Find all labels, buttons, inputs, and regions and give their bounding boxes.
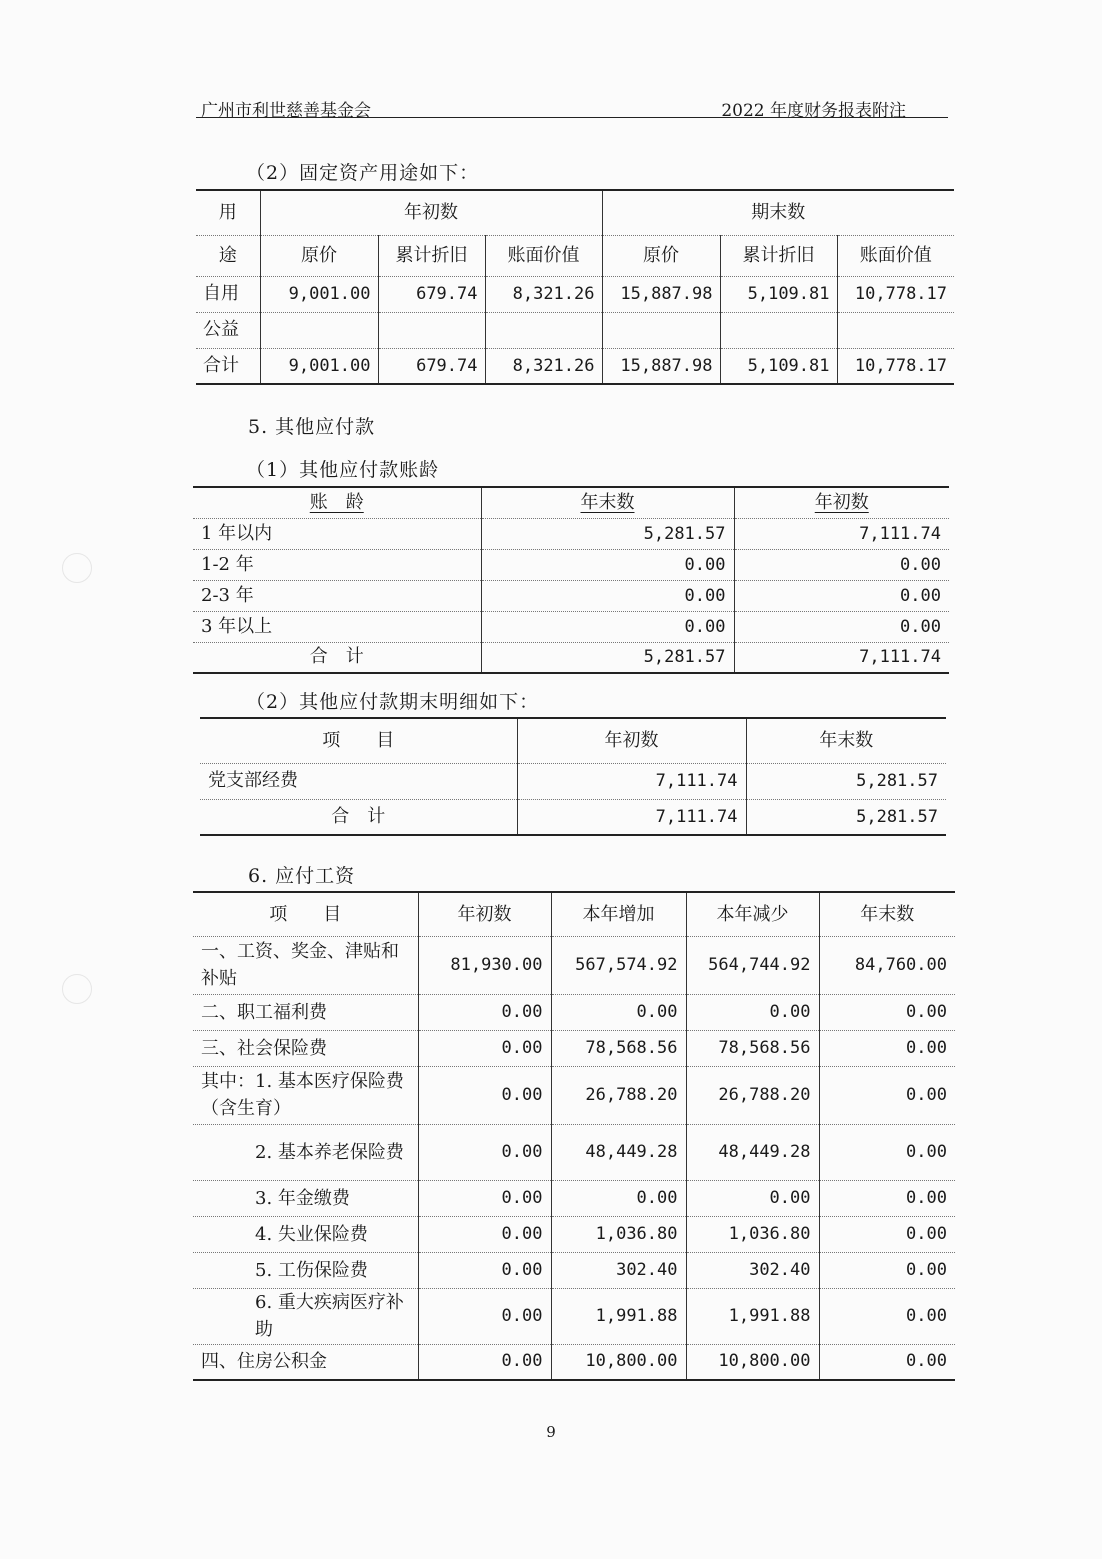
fixed-assets-table	[196, 189, 954, 385]
cell: 567,574.92	[551, 936, 686, 994]
cell: 5,109.81	[720, 276, 837, 312]
cell: 679.74	[378, 348, 485, 384]
cell: 0.00	[418, 1180, 551, 1216]
cell: 0.00	[734, 611, 949, 642]
table-row	[193, 1216, 955, 1252]
aging-table	[193, 486, 949, 674]
cell: 15,887.98	[602, 348, 720, 384]
sub-header: 账面价值	[485, 235, 602, 276]
row-label: 自用	[196, 276, 260, 312]
cell: 0.00	[686, 994, 819, 1030]
cell: 1,991.88	[551, 1288, 686, 1344]
cell: 10,778.17	[837, 276, 954, 312]
row-label: 6. 重大疾病医疗补助	[193, 1288, 418, 1344]
col-header-label: 年末数	[580, 491, 635, 513]
page-number: 9	[546, 1423, 556, 1441]
table-row	[200, 799, 946, 835]
cell: 9,001.00	[260, 276, 378, 312]
cell: 0.00	[551, 994, 686, 1030]
use-header-top: 用	[218, 201, 237, 223]
col-header: 项 目	[322, 729, 395, 751]
col-header: 年末数	[746, 718, 946, 763]
col-header-label: 年初数	[814, 491, 869, 513]
cell: 0.00	[819, 1216, 955, 1252]
header-doc-title: 2022 年度财务报表附注	[721, 101, 906, 121]
table-row	[193, 1124, 955, 1180]
sub-header: 原价	[602, 235, 720, 276]
cell: 7,111.74	[734, 642, 949, 673]
cell: 0.00	[418, 994, 551, 1030]
cell: 48,449.28	[551, 1124, 686, 1180]
header-rule	[196, 117, 948, 118]
cell: 0.00	[819, 1124, 955, 1180]
cell: 78,568.56	[551, 1030, 686, 1066]
cell: 8,321.26	[485, 276, 602, 312]
col-header-label: 账 龄	[309, 491, 364, 513]
table-row	[193, 549, 949, 580]
cell: 0.00	[819, 1288, 955, 1344]
sub-header: 账面价值	[837, 235, 954, 276]
col-header	[193, 487, 481, 518]
table-row	[193, 1180, 955, 1216]
table-row	[200, 763, 946, 799]
row-label: 其中：1. 基本医疗保险费（含生育）	[193, 1066, 418, 1124]
cell	[837, 312, 954, 348]
row-label: 1 年以内	[193, 518, 481, 549]
row-label: 4. 失业保险费	[193, 1216, 418, 1252]
cell: 0.00	[819, 1030, 955, 1066]
cell: 26,788.20	[551, 1066, 686, 1124]
cell: 302.40	[551, 1252, 686, 1288]
table-row	[193, 1252, 955, 1288]
fixed-assets-heading: （2）固定资产用途如下：	[246, 162, 480, 184]
sub-header: 原价	[260, 235, 378, 276]
table-row	[193, 1288, 955, 1344]
cell: 679.74	[378, 276, 485, 312]
sub-header: 累计折旧	[720, 235, 837, 276]
cell: 1,036.80	[551, 1216, 686, 1252]
cell: 84,760.00	[819, 936, 955, 994]
cell	[602, 312, 720, 348]
cell: 0.00	[418, 1030, 551, 1066]
cell: 0.00	[819, 994, 955, 1030]
cell: 5,281.57	[746, 763, 946, 799]
cell: 7,111.74	[734, 518, 949, 549]
cell: 0.00	[734, 580, 949, 611]
cell: 5,281.57	[481, 642, 734, 673]
cell: 0.00	[819, 1344, 955, 1380]
row-label: 四、住房公积金	[193, 1344, 418, 1380]
cell: 1,036.80	[686, 1216, 819, 1252]
cell: 5,281.57	[746, 799, 946, 835]
row-label: 3 年以上	[193, 611, 481, 642]
cell: 26,788.20	[686, 1066, 819, 1124]
table-row	[196, 312, 954, 348]
table-row	[196, 348, 954, 384]
table-row	[193, 1066, 955, 1124]
cell: 564,744.92	[686, 936, 819, 994]
row-label: 党支部经费	[200, 763, 517, 799]
cell: 10,778.17	[837, 348, 954, 384]
cell: 0.00	[418, 1216, 551, 1252]
cell: 78,568.56	[686, 1030, 819, 1066]
cell: 1,991.88	[686, 1288, 819, 1344]
cell: 0.00	[418, 1252, 551, 1288]
cell: 81,930.00	[418, 936, 551, 994]
group-header-end: 期末数	[602, 190, 954, 235]
cell: 7,111.74	[517, 763, 746, 799]
group-header-begin: 年初数	[260, 190, 602, 235]
table-row	[193, 518, 949, 549]
row-label: 合 计	[200, 799, 517, 835]
cell: 0.00	[551, 1180, 686, 1216]
cell: 0.00	[481, 580, 734, 611]
table-row	[193, 1030, 955, 1066]
cell: 0.00	[418, 1066, 551, 1124]
col-header: 年末数	[819, 892, 955, 936]
cell: 9,001.00	[260, 348, 378, 384]
cell: 0.00	[686, 1180, 819, 1216]
payroll-heading: 6. 应付工资	[248, 865, 356, 887]
use-header-bottom: 途	[196, 235, 260, 276]
cell: 0.00	[734, 549, 949, 580]
cell: 48,449.28	[686, 1124, 819, 1180]
other-payables-heading: 5. 其他应付款	[248, 416, 376, 438]
cell: 0.00	[819, 1066, 955, 1124]
cell: 0.00	[819, 1252, 955, 1288]
cell: 0.00	[418, 1124, 551, 1180]
cell: 10,800.00	[551, 1344, 686, 1380]
col-header	[734, 487, 949, 518]
table-row	[193, 936, 955, 994]
col-header: 本年增加	[551, 892, 686, 936]
row-label: 合 计	[193, 642, 481, 673]
cell	[485, 312, 602, 348]
cell: 5,109.81	[720, 348, 837, 384]
cell: 5,281.57	[481, 518, 734, 549]
cell: 0.00	[481, 549, 734, 580]
payables-detail-table	[200, 717, 946, 836]
row-label: 二、职工福利费	[193, 994, 418, 1030]
cell: 8,321.26	[485, 348, 602, 384]
col-header: 年初数	[418, 892, 551, 936]
header-org: 广州市利世慈善基金会	[201, 101, 371, 121]
row-label: 5. 工伤保险费	[193, 1252, 418, 1288]
table-row	[193, 1344, 955, 1380]
sub-header: 累计折旧	[378, 235, 485, 276]
table-row	[193, 580, 949, 611]
row-label: 一、工资、奖金、津贴和补贴	[193, 936, 418, 994]
cell: 0.00	[481, 611, 734, 642]
col-header	[481, 487, 734, 518]
table-row	[193, 642, 949, 673]
row-label: 2-3 年	[193, 580, 481, 611]
cell: 302.40	[686, 1252, 819, 1288]
row-label: 2. 基本养老保险费	[193, 1124, 418, 1180]
row-label: 三、社会保险费	[193, 1030, 418, 1066]
col-header: 年初数	[517, 718, 746, 763]
binding-hole-top	[62, 553, 92, 583]
row-label: 公益	[196, 312, 260, 348]
payables-detail-heading: （2）其他应付款期末明细如下：	[246, 691, 540, 713]
row-label: 1-2 年	[193, 549, 481, 580]
cell: 0.00	[819, 1180, 955, 1216]
cell: 0.00	[418, 1344, 551, 1380]
col-header: 本年减少	[686, 892, 819, 936]
payroll-table	[193, 891, 955, 1381]
cell: 15,887.98	[602, 276, 720, 312]
cell	[720, 312, 837, 348]
cell	[260, 312, 378, 348]
row-label: 3. 年金缴费	[193, 1180, 418, 1216]
cell: 7,111.74	[517, 799, 746, 835]
table-row	[193, 611, 949, 642]
table-row	[193, 994, 955, 1030]
cell: 10,800.00	[686, 1344, 819, 1380]
col-header: 项 目	[269, 903, 342, 925]
cell	[378, 312, 485, 348]
binding-hole-bottom	[62, 974, 92, 1004]
aging-heading: （1）其他应付款账龄	[246, 459, 440, 481]
table-row	[196, 276, 954, 312]
cell: 0.00	[418, 1288, 551, 1344]
row-label: 合计	[196, 348, 260, 384]
